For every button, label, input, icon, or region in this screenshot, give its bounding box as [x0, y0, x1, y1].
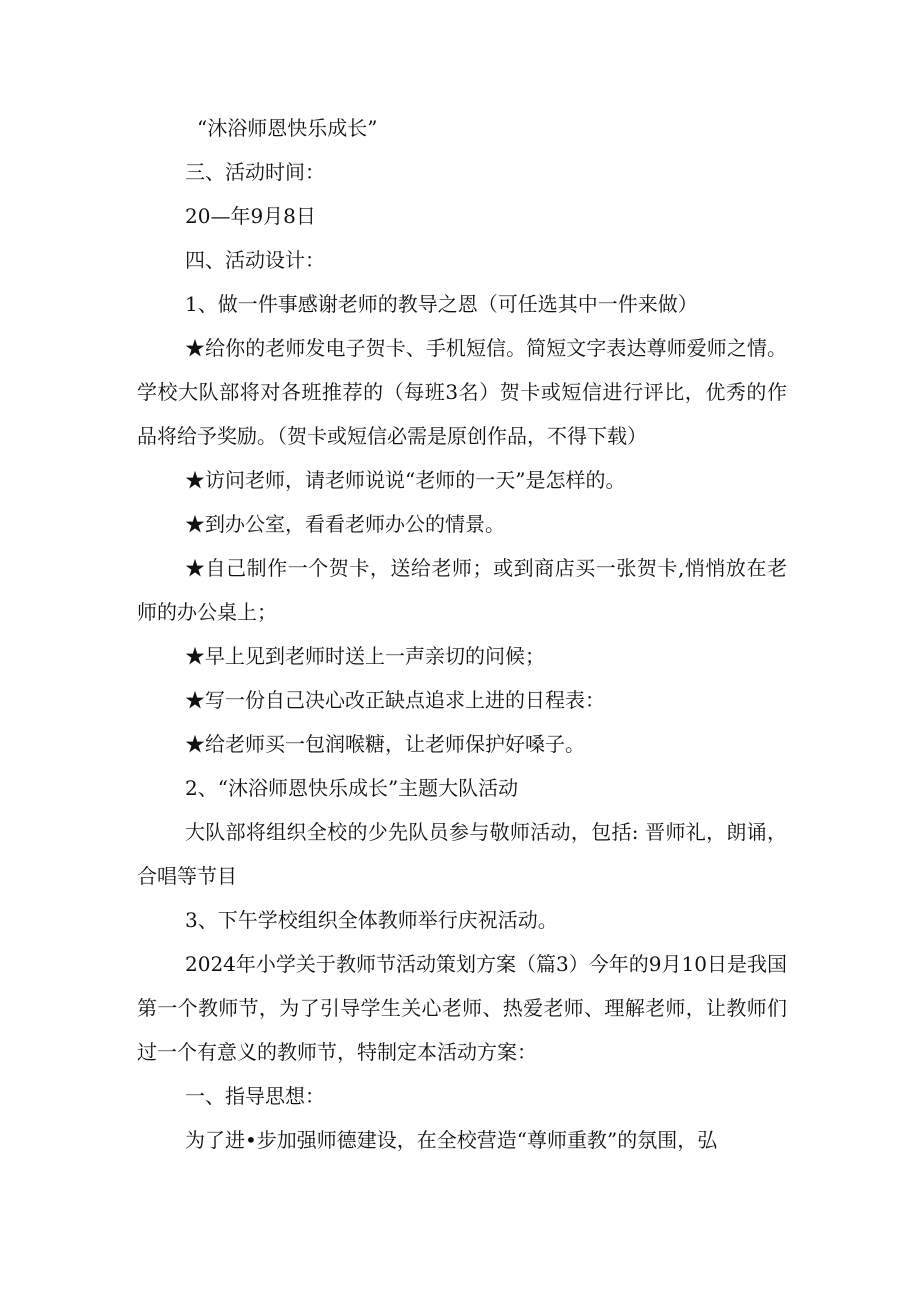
document-body [137, 106, 787, 1162]
bullet-interview: ★访问老师，请老师说说“老师的一天”是怎样的。 [185, 468, 626, 492]
item-2-heading: 2、“沐浴师恩快乐成长”主题大队活动 [185, 776, 519, 800]
item-2-body: 大队部将组织全校的少先队员参与敬师活动，包括: 晋师礼，朗诵，合唱等节目 [137, 820, 787, 888]
item-3-heading: 3、下午学校组织全体教师举行庆祝活动。 [185, 908, 558, 932]
bullet-throat-candy: ★给老师买一包润喉糖，让老师保护好嗓子。 [185, 732, 585, 756]
bullet-ecard: ★给你的老师发电子贺卡、手机短信。简短文字表达尊师爱师之情。学校大队部将对各班推荐的（每班3名）贺卡或短信进行评比，优秀的作品将给予奖励。（贺卡或短信必需是原创作品，不得下载） [137, 336, 787, 448]
activity-date: 20—年9月8日 [185, 204, 316, 228]
bullet-schedule: ★写一份自己决心改正缺点追求上进的日程表： [185, 688, 605, 712]
bullet-greeting: ★早上见到老师时送上一声亲切的问候； [185, 644, 545, 668]
item-1-heading: 1、做一件事感谢老师的教导之恩（可任选其中一件来做） [185, 292, 698, 316]
section-heading-activity-time: 三、活动时间： [185, 160, 325, 184]
section-heading-activity-design: 四、活动设计： [185, 248, 325, 272]
guiding-ideology-body: 为了进•步加强师德建设，在全校营造“尊师重教”的氛围，弘 [185, 1128, 718, 1152]
plan-3-intro: 2024年小学关于教师节活动策划方案（篇3）今年的9月10日是我国第一个教师节，为了引导学生关心老师、热爱老师、理解老师，让教师们过一个有意义的教师节，特制定本活动方案： [137, 952, 787, 1064]
bullet-office-visit: ★到办公室，看看老师办公的情景。 [185, 512, 505, 536]
slogan-line: “沐浴师恩快乐成长” [197, 116, 378, 140]
section-heading-guiding-ideology: 一、指导思想： [185, 1084, 325, 1108]
bullet-handmade-card: ★自己制作一个贺卡，送给老师；或到商店买一张贺卡,悄悄放在老师的办公桌上； [137, 556, 787, 624]
